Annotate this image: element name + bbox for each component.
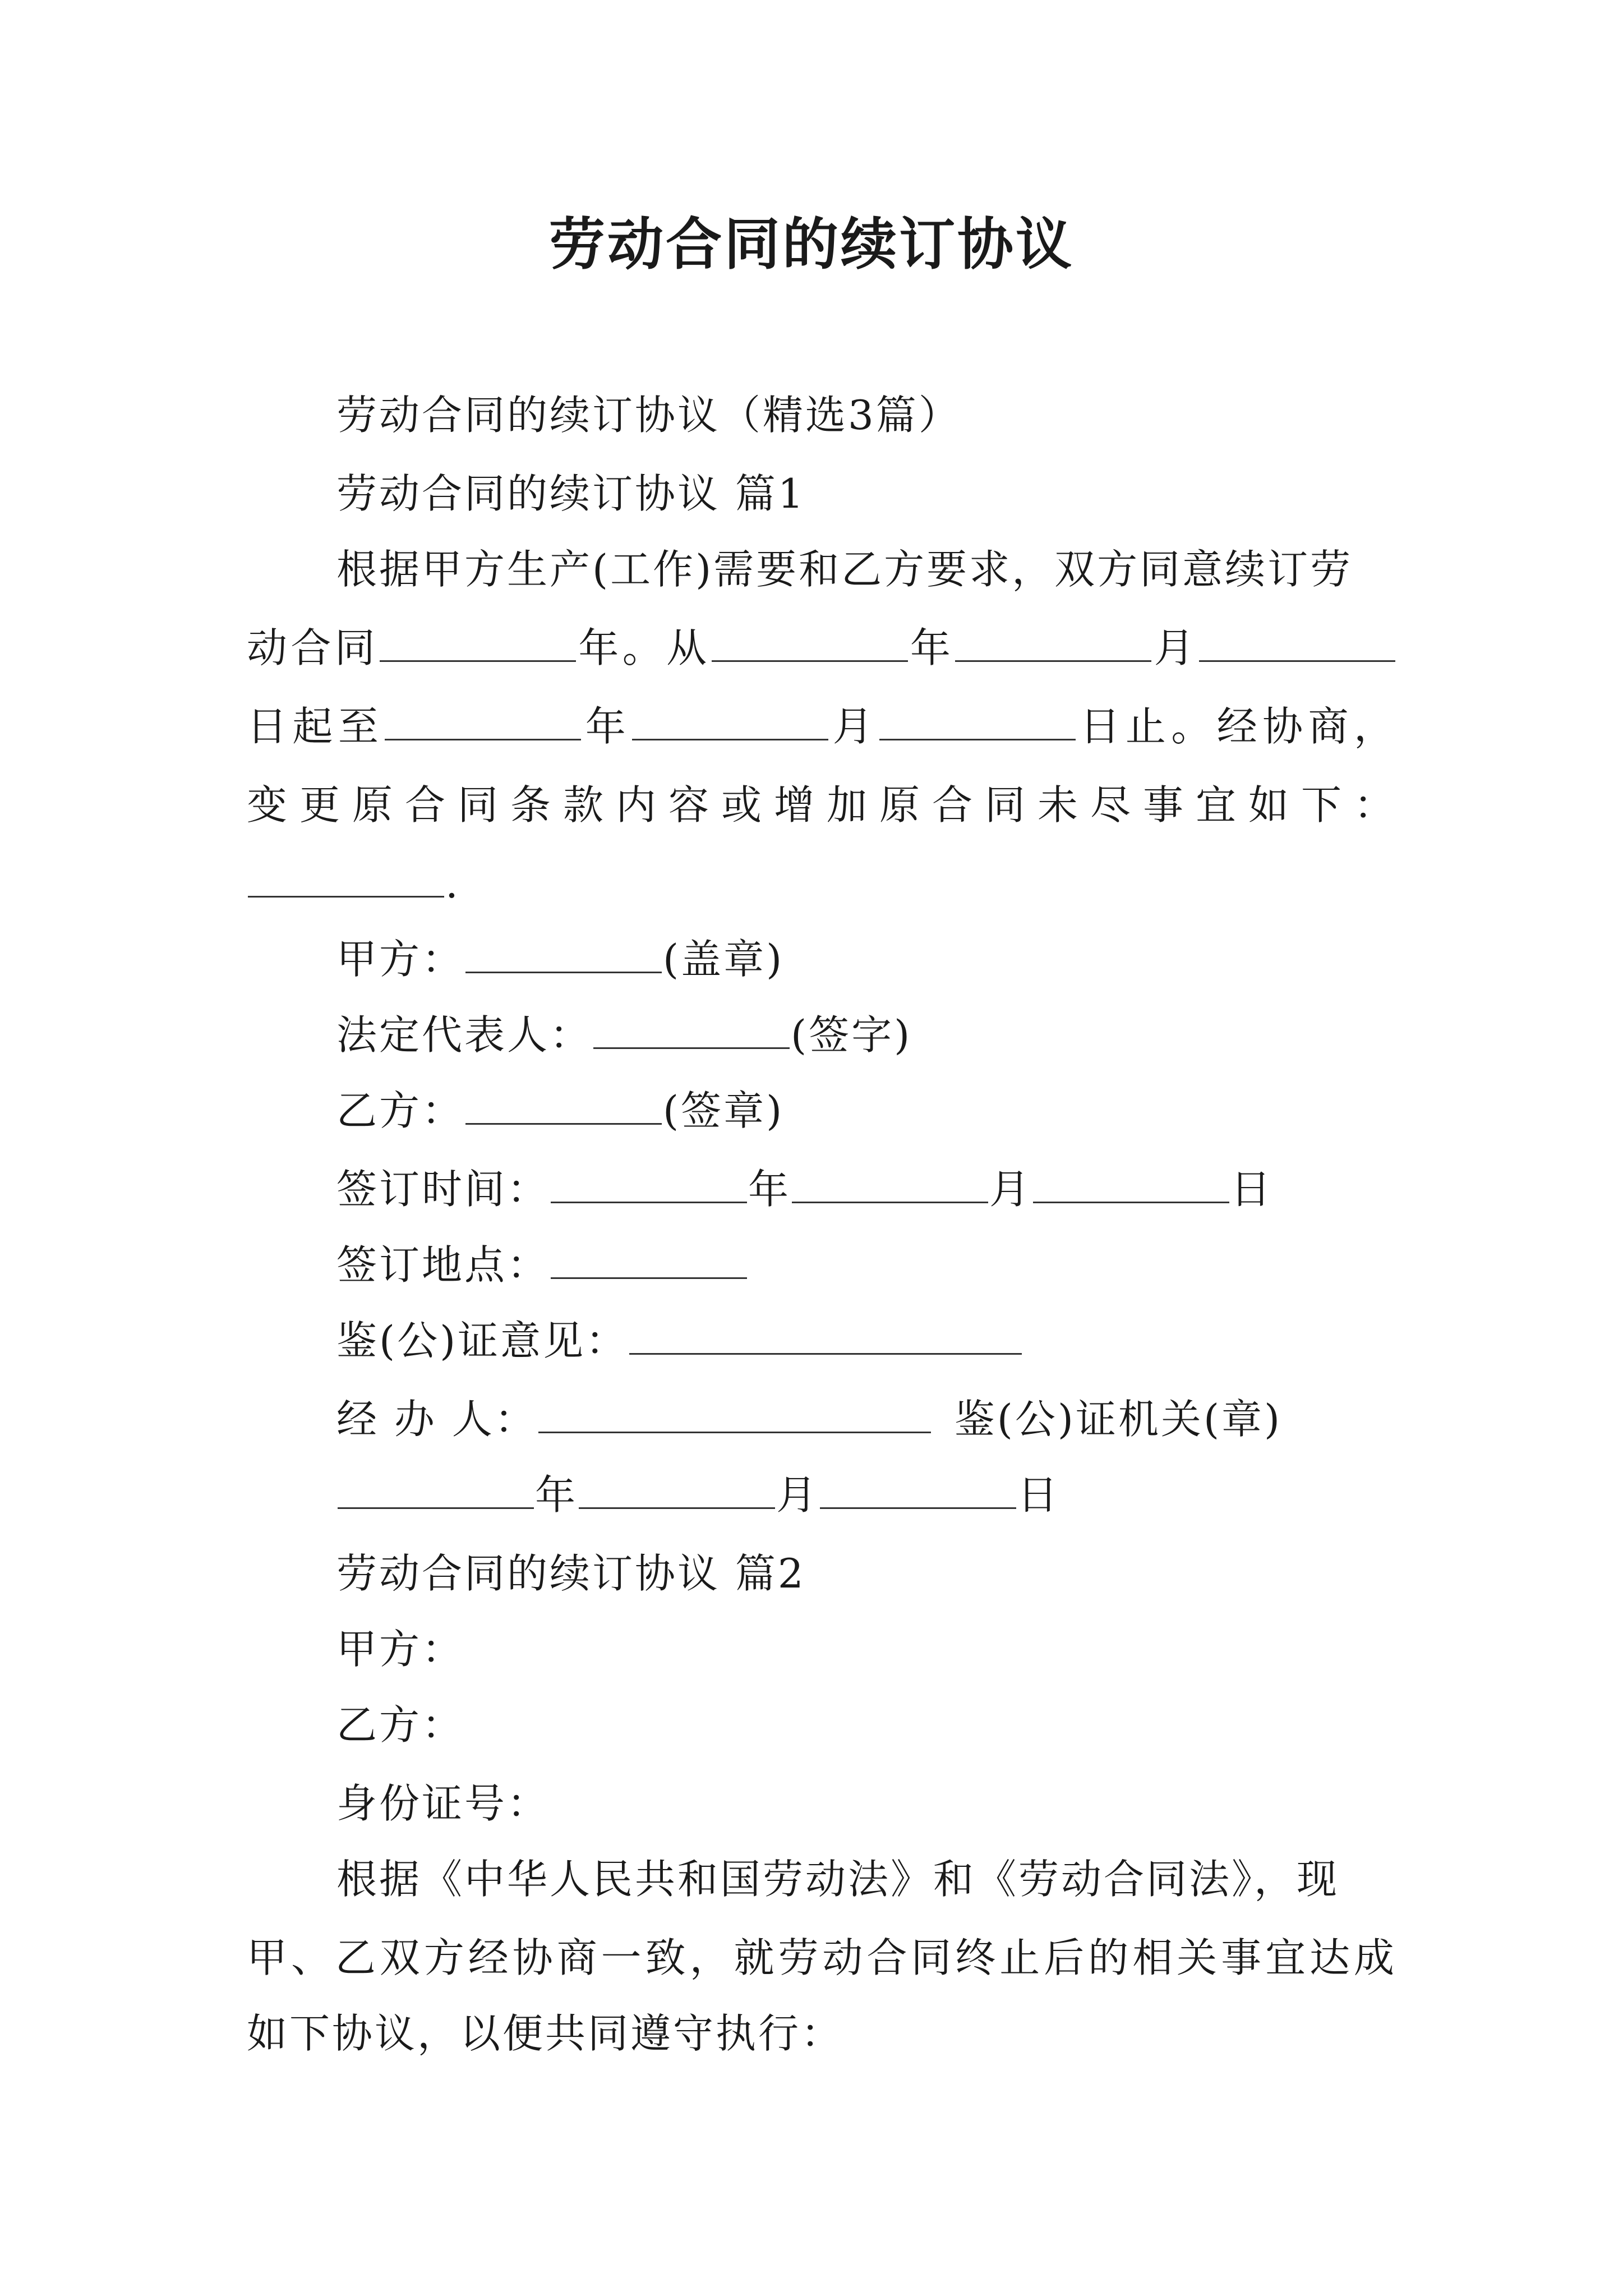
section2-party-a: 甲方： [336,1626,465,1673]
blank-field [551,1161,747,1203]
day-label: 日 [1017,1471,1061,1519]
year-label: 年 [748,1166,791,1213]
section1-para-line2 [247,620,1396,676]
text-segment: 月 [829,703,878,750]
section1-para-line1: 根据甲方生产(工作)需要和乙方要求，双方同意续订劳 [336,546,1353,593]
text-segment: 月 [1152,624,1198,671]
legal-rep-signature-line [336,1007,912,1063]
blank-field [632,698,828,740]
text-segment: 年 [582,703,631,750]
blank-field [338,1467,534,1509]
blank-field [879,698,1076,740]
day-label: 日 [1230,1166,1274,1213]
blank-field [820,1467,1016,1509]
sign-place-line [336,1237,748,1293]
blank-field [385,698,581,740]
text-segment: 年。从 [577,624,711,671]
text-segment: 日起至 [247,703,384,750]
handler-line [336,1391,1282,1447]
blank-field [465,931,662,973]
month-label: 月 [989,1166,1032,1213]
blank-field [593,1007,790,1049]
section1-para-line3 [247,698,1396,754]
blank-field [1199,620,1395,662]
subtitle: 劳动合同的续订协议（精选3篇） [336,392,961,439]
section1-heading: 劳动合同的续订协议 篇1 [336,470,806,517]
sign-place-label: 签订地点： [336,1241,550,1289]
party-b-label: 乙方： [336,1087,465,1134]
blank-field [465,1083,662,1125]
blank-field [551,1237,747,1279]
blank-field [380,620,576,662]
notary-date-line [336,1467,1060,1523]
notary-label: 鉴(公)证意见： [336,1317,629,1364]
blank-field [1033,1161,1229,1203]
section2-para-line2: 甲、乙双方经协商一致，就劳动合同终止后的相关事宜达成 [247,1934,1396,1981]
blank-field [712,620,908,662]
blank-field [955,620,1151,662]
legal-rep-label: 法定代表人： [336,1011,593,1059]
party-a-label: 甲方： [336,936,465,983]
stamp-note: (盖章) [663,936,785,983]
party-b-signature-line [336,1083,784,1139]
section1-para-line4: 变更原合同条款内容或增加原合同未尽事宜如下： [247,781,1396,829]
section1-para-line5 [247,855,460,912]
blank-field [629,1313,1022,1355]
blank-field [248,855,444,898]
section2-para-line3: 如下协议，以便共同遵守执行： [247,2010,844,2057]
sign-time-label: 签订时间： [336,1166,550,1213]
blank-field [792,1161,988,1203]
year-label: 年 [535,1471,578,1519]
blank-field [538,1391,931,1433]
month-label: 月 [776,1471,819,1519]
party-a-signature-line [336,931,784,987]
text-segment: 日止。经协商， [1077,703,1396,750]
blank-field [579,1467,775,1509]
stamp-note: (签章) [663,1087,785,1134]
section2-para-line1: 根据《中华人民共和国劳动法》和《劳动合同法》，现 [336,1856,1340,1903]
text-segment: 动合同 [247,624,379,671]
notary-office-label: 鉴(公)证机关(章) [954,1396,1283,1443]
document-title: 劳动合同的续订协议 [549,211,1074,277]
section2-party-b: 乙方： [336,1701,465,1749]
sign-time-line [336,1161,1273,1217]
text-segment: . [445,860,460,907]
sign-note: (签字) [791,1011,912,1059]
section2-id-number: 身份证号： [336,1780,550,1827]
notary-opinion-line [336,1313,1023,1369]
text-segment: 年 [909,624,955,671]
section2-heading: 劳动合同的续订协议 篇2 [336,1550,806,1597]
handler-label: 经 办 人： [336,1396,537,1443]
